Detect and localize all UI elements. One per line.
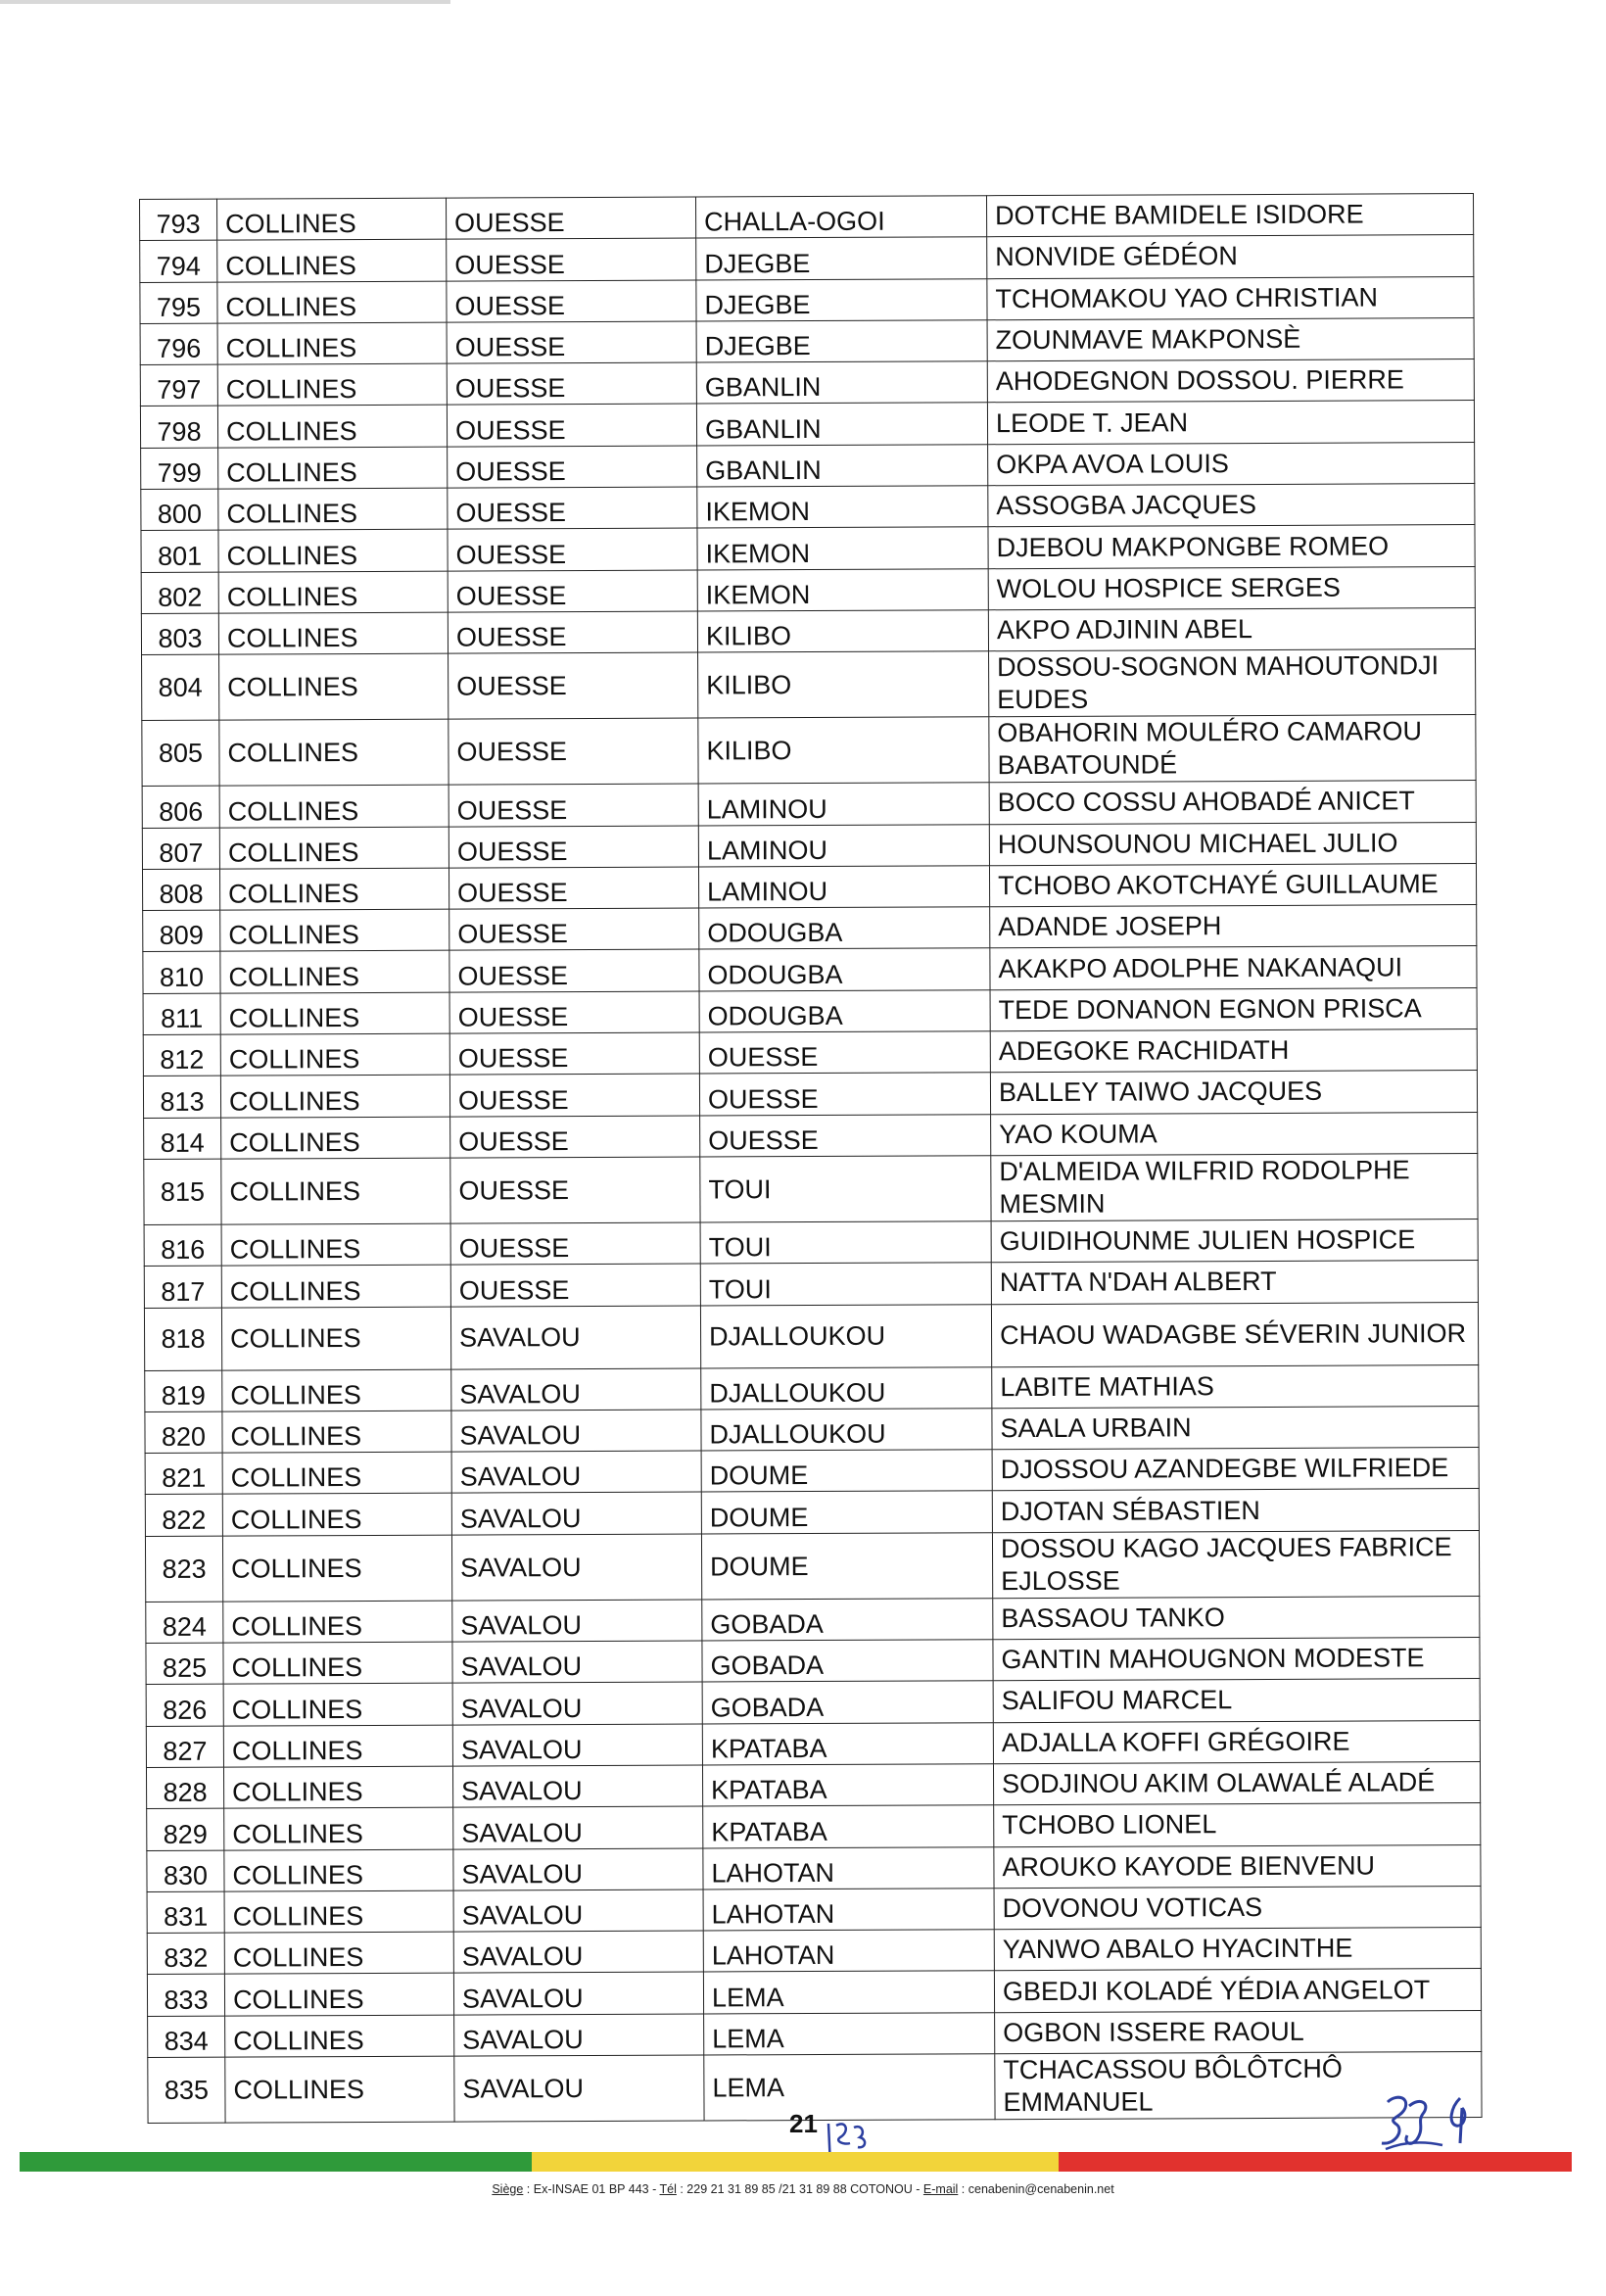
name-cell: ADANDE JOSEPH xyxy=(990,905,1477,948)
commune-cell: OUESSE xyxy=(449,908,699,950)
table-row xyxy=(147,1844,1481,1891)
department-cell: COLLINES xyxy=(222,1535,451,1602)
row-number-cell: 819 xyxy=(145,1370,222,1412)
department-cell: COLLINES xyxy=(218,488,448,530)
commune-cell: OUESSE xyxy=(448,446,697,488)
commune-cell: OUESSE xyxy=(447,362,696,405)
name-cell: YAO KOUMA xyxy=(991,1112,1478,1155)
department-cell: COLLINES xyxy=(223,1601,452,1643)
table-row xyxy=(140,317,1474,364)
table-row xyxy=(140,401,1474,448)
row-number-cell: 801 xyxy=(141,531,218,573)
row-number-cell: 835 xyxy=(148,2057,225,2123)
commune-cell: SAVALOU xyxy=(453,1889,703,1932)
row-number-cell: 812 xyxy=(143,1034,220,1076)
arrondissement-cell: IKEMON xyxy=(697,568,988,611)
name-cell: DOTCHE BAMIDELE ISIDORE xyxy=(986,194,1473,237)
arrondissement-cell: GOBADA xyxy=(702,1640,993,1683)
name-cell: WOLOU HOSPICE SERGES xyxy=(988,566,1475,609)
department-cell: COLLINES xyxy=(218,447,448,489)
row-number-cell: 820 xyxy=(145,1411,222,1454)
row-number-cell: 818 xyxy=(144,1308,221,1370)
handwritten-initials-icon xyxy=(1366,2084,1484,2163)
table-row xyxy=(146,1596,1480,1643)
name-cell: TCHOBO LIONEL xyxy=(994,1803,1481,1846)
row-number-cell: 830 xyxy=(147,1850,224,1892)
row-number-cell: 814 xyxy=(144,1118,221,1160)
name-cell: SAALA URBAIN xyxy=(992,1406,1479,1449)
name-cell: DOSSOU-SOGNON MAHOUTONDJI EUDES xyxy=(989,649,1476,717)
scan-edge-line xyxy=(0,0,450,4)
commune-cell: OUESSE xyxy=(448,611,697,653)
department-cell: COLLINES xyxy=(217,239,447,281)
table-row xyxy=(143,987,1477,1034)
commune-cell: OUESSE xyxy=(447,238,696,280)
name-cell: SODJINOU AKIM OLAWALÉ ALADÉ xyxy=(993,1761,1480,1804)
department-cell: COLLINES xyxy=(219,653,449,720)
name-cell: TCHACASSOU BÔLÔTCHÔ EMMANUEL xyxy=(995,2052,1482,2120)
department-cell: COLLINES xyxy=(221,1265,450,1307)
table-row xyxy=(146,1638,1480,1685)
arrondissement-cell: KILIBO xyxy=(698,717,989,784)
department-cell: COLLINES xyxy=(225,2015,454,2057)
department-cell: COLLINES xyxy=(218,571,448,613)
commune-cell: OUESSE xyxy=(450,1157,700,1223)
table-row xyxy=(143,946,1477,993)
name-cell: OGBON ISSERE RAOUL xyxy=(995,2010,1482,2053)
row-number-cell: 794 xyxy=(140,240,217,282)
table-row xyxy=(142,649,1476,721)
arrondissement-cell: DJALLOUKOU xyxy=(700,1304,991,1367)
name-cell: DJEBOU MAKPONGBE ROMEO xyxy=(988,525,1475,568)
arrondissement-cell: ODOUGBA xyxy=(699,989,990,1032)
table-row xyxy=(142,822,1476,869)
table-row xyxy=(140,276,1474,323)
department-cell: COLLINES xyxy=(219,827,449,869)
arrondissement-cell: LAHOTAN xyxy=(703,1889,994,1932)
flag-color-bars xyxy=(20,2152,1572,2172)
commune-cell: OUESSE xyxy=(450,1264,700,1306)
table-row xyxy=(140,235,1474,282)
commune-cell: OUESSE xyxy=(447,280,696,322)
commune-cell: SAVALOU xyxy=(452,1641,702,1683)
row-number-cell: 825 xyxy=(146,1643,223,1685)
commune-cell: OUESSE xyxy=(449,826,698,868)
row-number-cell: 806 xyxy=(142,786,219,828)
commune-cell: SAVALOU xyxy=(452,1765,702,1807)
table-row xyxy=(146,1761,1480,1808)
table-row xyxy=(141,608,1475,655)
row-number-cell: 809 xyxy=(143,910,220,952)
name-cell: BALLEY TAIWO JACQUES xyxy=(990,1071,1477,1114)
arrondissement-cell: KILIBO xyxy=(697,610,988,653)
department-cell: COLLINES xyxy=(223,1766,452,1808)
row-number-cell: 816 xyxy=(144,1224,221,1267)
footer-tel-label: Tél xyxy=(659,2182,677,2196)
footer-email-text: : cenabenin@cenabenin.net xyxy=(958,2182,1114,2196)
commune-cell: OUESSE xyxy=(449,718,698,785)
arrondissement-cell: OUESSE xyxy=(699,1073,990,1116)
row-number-cell: 797 xyxy=(140,364,217,407)
name-cell: LABITE MATHIAS xyxy=(992,1364,1479,1408)
name-cell: ADJALLA KOFFI GRÉGOIRE xyxy=(993,1720,1480,1763)
name-cell: GUIDIHOUNME JULIEN HOSPICE xyxy=(991,1219,1478,1262)
table-row xyxy=(144,1261,1478,1308)
commune-cell: OUESSE xyxy=(448,487,697,529)
commune-cell: OUESSE xyxy=(447,321,696,363)
table-row xyxy=(143,1029,1477,1076)
name-cell: ASSOGBA JACQUES xyxy=(988,484,1475,527)
department-cell: COLLINES xyxy=(218,612,448,654)
commune-cell: SAVALOU xyxy=(451,1492,701,1534)
department-cell: COLLINES xyxy=(225,2056,454,2123)
department-cell: COLLINES xyxy=(224,1932,453,1974)
arrondissement-cell: DJALLOUKOU xyxy=(701,1366,992,1410)
arrondissement-cell: DJEGBE xyxy=(696,237,987,280)
table-row xyxy=(147,1886,1481,1933)
arrondissement-cell: TOUI xyxy=(700,1221,991,1265)
department-cell: COLLINES xyxy=(221,1307,450,1370)
arrondissement-cell: TOUI xyxy=(700,1263,991,1306)
commune-cell: OUESSE xyxy=(450,1116,700,1158)
commune-cell: OUESSE xyxy=(449,867,698,909)
department-cell: COLLINES xyxy=(219,785,449,827)
name-cell: AKAKPO ADOLPHE NAKANAQUI xyxy=(990,946,1477,989)
row-number-cell: 803 xyxy=(141,613,218,655)
commune-cell: SAVALOU xyxy=(451,1534,701,1601)
commune-cell: SAVALOU xyxy=(452,1724,702,1766)
table-row xyxy=(144,1302,1478,1370)
commune-cell: SAVALOU xyxy=(452,1600,702,1642)
department-cell: COLLINES xyxy=(218,530,448,572)
table-row xyxy=(145,1448,1479,1495)
department-cell: COLLINES xyxy=(222,1452,451,1494)
row-number-cell: 827 xyxy=(146,1726,223,1768)
arrondissement-cell: OUESSE xyxy=(699,1031,990,1075)
table-row xyxy=(141,442,1475,489)
arrondissement-cell: DOUME xyxy=(701,1532,992,1599)
department-cell: COLLINES xyxy=(223,1725,452,1767)
arrondissement-cell: DOUME xyxy=(701,1491,992,1534)
arrondissement-cell: ODOUGBA xyxy=(699,907,990,950)
department-cell: COLLINES xyxy=(222,1411,451,1453)
department-cell: COLLINES xyxy=(220,1033,449,1076)
arrondissement-cell: LEMA xyxy=(704,2012,995,2055)
name-cell: ZOUNMAVE MAKPONSÈ xyxy=(987,317,1474,360)
row-number-cell: 823 xyxy=(145,1536,222,1602)
department-cell: COLLINES xyxy=(222,1494,451,1536)
arrondissement-cell: DJEGBE xyxy=(696,320,987,363)
arrondissement-cell: KPATABA xyxy=(703,1805,994,1848)
department-cell: COLLINES xyxy=(220,951,449,993)
department-cell: COLLINES xyxy=(220,909,449,951)
row-number-cell: 828 xyxy=(146,1767,223,1809)
arrondissement-cell: IKEMON xyxy=(697,486,988,529)
name-cell: NONVIDE GÉDÉON xyxy=(987,235,1474,278)
commune-cell: OUESSE xyxy=(448,570,697,612)
row-number-cell: 832 xyxy=(147,1933,224,1975)
commune-cell: OUESSE xyxy=(450,1222,700,1265)
row-number-cell: 796 xyxy=(140,323,217,365)
commune-cell: SAVALOU xyxy=(454,2014,704,2056)
name-cell: BOCO COSSU AHOBADÉ ANICET xyxy=(989,781,1476,824)
table-row xyxy=(147,1803,1481,1850)
commune-cell: OUESSE xyxy=(449,1074,699,1116)
arrondissement-cell: LEMA xyxy=(703,1971,994,2014)
footer-siege-label: Siège xyxy=(492,2182,524,2196)
arrondissement-cell: KPATABA xyxy=(702,1722,993,1765)
table-row xyxy=(147,1928,1481,1975)
arrondissement-cell: GOBADA xyxy=(702,1598,993,1641)
name-cell: HOUNSOUNOU MICHAEL JULIO xyxy=(989,822,1476,865)
name-cell: BASSAOU TANKO xyxy=(993,1596,1480,1639)
department-cell: COLLINES xyxy=(221,1223,450,1266)
commune-cell: SAVALOU xyxy=(453,1972,703,2014)
arrondissement-cell: LEMA xyxy=(704,2054,995,2121)
roster-table-body xyxy=(140,194,1483,2124)
commune-cell: SAVALOU xyxy=(451,1451,701,1493)
name-cell: GANTIN MAHOUGNON MODESTE xyxy=(993,1638,1480,1681)
commune-cell: OUESSE xyxy=(446,197,695,239)
department-cell: COLLINES xyxy=(219,868,449,910)
name-cell: D'ALMEIDA WILFRID RODOLPHE MESMIN xyxy=(991,1153,1478,1220)
department-cell: COLLINES xyxy=(224,1974,453,2016)
arrondissement-cell: GBANLIN xyxy=(697,445,988,488)
arrondissement-cell: CHALLA-OGOI xyxy=(695,196,986,239)
flag-bar-yellow xyxy=(532,2152,1059,2172)
row-number-cell: 793 xyxy=(140,199,217,241)
arrondissement-cell: GOBADA xyxy=(702,1681,993,1724)
commune-cell: SAVALOU xyxy=(453,1806,703,1848)
row-number-cell: 807 xyxy=(142,828,219,870)
row-number-cell: 802 xyxy=(141,572,218,614)
table-row xyxy=(144,1219,1478,1266)
commune-cell: OUESSE xyxy=(449,991,699,1033)
department-cell: COLLINES xyxy=(224,1849,453,1891)
commune-cell: OUESSE xyxy=(449,949,699,991)
row-number-cell: 815 xyxy=(144,1159,221,1224)
page-number: 21 xyxy=(789,2109,818,2138)
name-cell: YANWO ABALO HYACINTHE xyxy=(994,1928,1481,1971)
table-row xyxy=(145,1364,1479,1411)
table-row xyxy=(146,1720,1480,1767)
row-number-cell: 831 xyxy=(147,1891,224,1934)
department-cell: COLLINES xyxy=(221,1158,450,1224)
footer-tel-text: : 229 21 31 89 85 /21 31 89 88 COTONOU - xyxy=(676,2182,923,2196)
commune-cell: OUESSE xyxy=(449,784,698,826)
table-row xyxy=(145,1489,1479,1536)
commune-cell: SAVALOU xyxy=(453,1931,703,1973)
table-row xyxy=(141,566,1475,613)
department-cell: COLLINES xyxy=(223,1683,452,1725)
commune-cell: SAVALOU xyxy=(453,1848,703,1890)
name-cell: AROUKO KAYODE BIENVENU xyxy=(994,1844,1481,1888)
roster-table xyxy=(139,193,1483,2124)
row-number-cell: 795 xyxy=(140,282,217,324)
row-number-cell: 822 xyxy=(145,1495,222,1537)
name-cell: AHODEGNON DOSSOU. PIERRE xyxy=(987,359,1474,403)
name-cell: SALIFOU MARCEL xyxy=(993,1679,1480,1722)
row-number-cell: 824 xyxy=(146,1602,223,1644)
name-cell: AKPO ADJININ ABEL xyxy=(988,608,1475,651)
department-cell: COLLINES xyxy=(219,719,449,786)
table-row xyxy=(145,1406,1479,1453)
arrondissement-cell: TOUI xyxy=(700,1156,991,1222)
table-row xyxy=(141,525,1475,572)
department-cell: COLLINES xyxy=(221,1117,450,1159)
row-number-cell: 810 xyxy=(143,952,220,994)
table-row xyxy=(143,1071,1477,1118)
table-row xyxy=(140,194,1474,241)
department-cell: COLLINES xyxy=(217,406,447,448)
commune-cell: SAVALOU xyxy=(454,2055,704,2122)
row-number-cell: 833 xyxy=(147,1975,224,2017)
department-cell: COLLINES xyxy=(222,1369,451,1411)
row-number-cell: 811 xyxy=(143,993,220,1035)
table-row xyxy=(146,1679,1480,1726)
table-row xyxy=(143,905,1477,952)
table-row xyxy=(140,359,1474,407)
name-cell: OBAHORIN MOULÉRO CAMAROU BABATOUNDÉ xyxy=(989,715,1476,783)
name-cell: TCHOMAKOU YAO CHRISTIAN xyxy=(987,276,1474,319)
commune-cell: OUESSE xyxy=(449,652,698,719)
row-number-cell: 805 xyxy=(142,720,219,786)
arrondissement-cell: LAHOTAN xyxy=(703,1846,994,1889)
name-cell: TEDE DONANON EGNON PRISCA xyxy=(990,987,1477,1030)
row-number-cell: 813 xyxy=(143,1076,220,1118)
commune-cell: SAVALOU xyxy=(451,1410,701,1452)
row-number-cell: 817 xyxy=(144,1266,221,1308)
row-number-cell: 834 xyxy=(148,2016,225,2058)
flag-bar-red xyxy=(1059,2152,1572,2172)
table-row xyxy=(145,1530,1479,1602)
name-cell: DJOTAN SÉBASTIEN xyxy=(992,1489,1479,1532)
arrondissement-cell: DJEGBE xyxy=(696,278,987,321)
row-number-cell: 798 xyxy=(140,407,217,449)
arrondissement-cell: IKEMON xyxy=(697,527,988,570)
arrondissement-cell: KPATABA xyxy=(702,1764,993,1807)
commune-cell: SAVALOU xyxy=(452,1682,702,1724)
name-cell: OKPA AVOA LOUIS xyxy=(988,442,1475,485)
footer-contact-line xyxy=(0,2182,1606,2196)
name-cell: LEODE T. JEAN xyxy=(987,401,1474,444)
table-row xyxy=(142,863,1476,910)
arrondissement-cell: KILIBO xyxy=(698,651,989,718)
row-number-cell: 826 xyxy=(146,1684,223,1726)
commune-cell: OUESSE xyxy=(447,405,696,447)
arrondissement-cell: LAMINOU xyxy=(698,866,989,909)
arrondissement-cell: LAHOTAN xyxy=(703,1930,994,1973)
table-row xyxy=(142,781,1476,828)
department-cell: COLLINES xyxy=(217,198,447,240)
arrondissement-cell: LAMINOU xyxy=(698,783,989,826)
footer-email-label: E-mail xyxy=(922,2182,959,2196)
arrondissement-cell: ODOUGBA xyxy=(699,948,990,991)
table-row xyxy=(142,715,1476,787)
footer-siege-text: : Ex-INSAE 01 BP 443 - xyxy=(523,2182,660,2196)
row-number-cell: 804 xyxy=(142,654,219,720)
commune-cell: OUESSE xyxy=(449,1032,699,1075)
name-cell: DOVONOU VOTICAS xyxy=(994,1886,1481,1929)
name-cell: ADEGOKE RACHIDATH xyxy=(990,1029,1477,1073)
table-row xyxy=(144,1112,1478,1159)
row-number-cell: 799 xyxy=(141,448,218,490)
row-number-cell: 829 xyxy=(147,1808,224,1850)
commune-cell: SAVALOU xyxy=(451,1368,701,1411)
row-number-cell: 800 xyxy=(141,489,218,531)
commune-cell: SAVALOU xyxy=(450,1306,700,1369)
table-row xyxy=(144,1153,1478,1224)
arrondissement-cell: LAMINOU xyxy=(698,824,989,867)
table-row xyxy=(147,1969,1481,2016)
name-cell: TCHOBO AKOTCHAYÉ GUILLAUME xyxy=(989,863,1476,906)
arrondissement-cell: DJALLOUKOU xyxy=(701,1409,992,1452)
name-cell: DOSSOU KAGO JACQUES FABRICE EJLOSSE xyxy=(992,1530,1479,1598)
name-cell: DJOSSOU AZANDEGBE WILFRIEDE xyxy=(992,1448,1479,1491)
department-cell: COLLINES xyxy=(223,1642,452,1684)
table-row xyxy=(148,2010,1482,2057)
table-row xyxy=(141,484,1475,531)
department-cell: COLLINES xyxy=(224,1807,453,1849)
department-cell: COLLINES xyxy=(224,1890,453,1933)
arrondissement-cell: GBANLIN xyxy=(696,403,987,446)
department-cell: COLLINES xyxy=(217,322,447,364)
department-cell: COLLINES xyxy=(220,1075,449,1117)
arrondissement-cell: GBANLIN xyxy=(696,361,987,405)
department-cell: COLLINES xyxy=(217,363,447,406)
department-cell: COLLINES xyxy=(217,281,447,323)
department-cell: COLLINES xyxy=(220,992,449,1034)
flag-bar-green xyxy=(20,2152,532,2172)
commune-cell: OUESSE xyxy=(448,528,697,570)
row-number-cell: 821 xyxy=(145,1453,222,1495)
name-cell: CHAOU WADAGBE SÉVERIN JUNIOR xyxy=(991,1302,1478,1366)
name-cell: NATTA N'DAH ALBERT xyxy=(991,1261,1478,1304)
name-cell: GBEDJI KOLADÉ YÉDIA ANGELOT xyxy=(994,1969,1481,2012)
arrondissement-cell: OUESSE xyxy=(700,1114,991,1157)
arrondissement-cell: DOUME xyxy=(701,1450,992,1493)
row-number-cell: 808 xyxy=(142,869,219,911)
